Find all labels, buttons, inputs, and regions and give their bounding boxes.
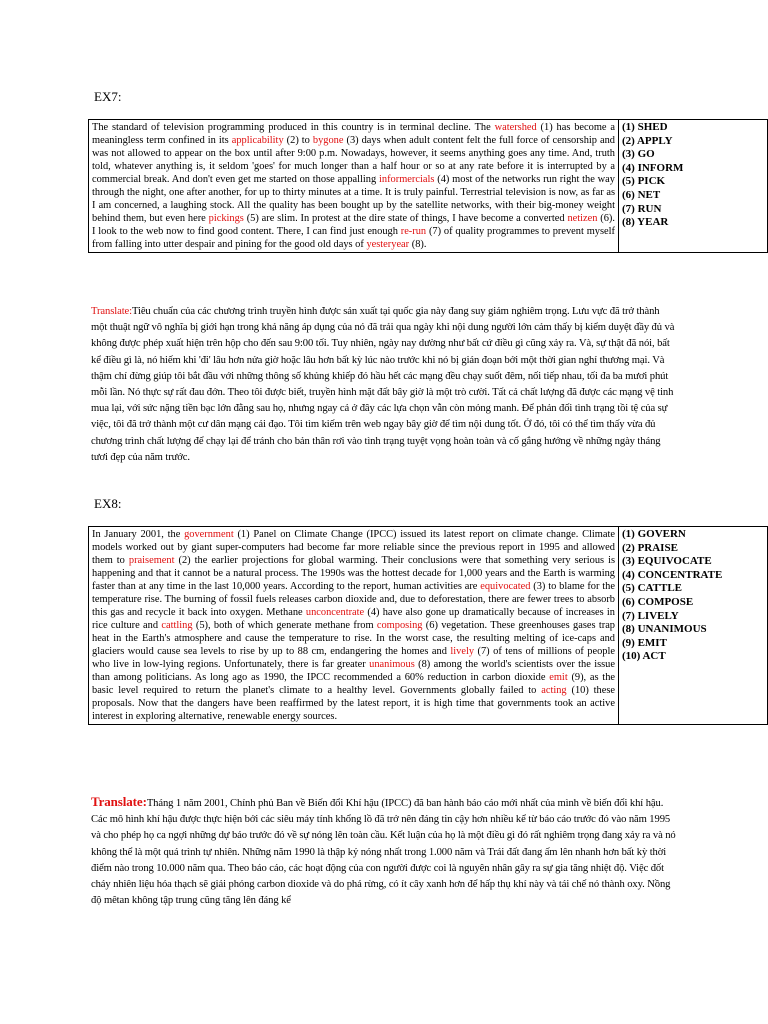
answer-key-item: (4) INFORM [622, 161, 684, 174]
passage-text: The standard of television programming produced in this country is in terminal decline. The [92, 122, 495, 133]
answer-word: re-run [400, 226, 427, 237]
ex8-translate-text: Tháng 1 năm 2001, Chính phủ Ban về Biến đổi Khí hậu (IPCC) đã ban hành báo cáo mới nhất của mình về biến đổi khí hậu. Các mô hình khí hậu được thực hiện bởi các siêu máy tính khổng lồ đã trở nên đáng tin cậy hơn nhiều kể từ báo cáo trước đó vào năm 1995 và cho phép họ ca ngợi những dự báo trước đó về sự nóng lên toàn cầu. Kết luận của họ là một điều gì đó rất nghiêm trọng đang xảy ra và nó không thể là một quá trình tự nhiên. Những năm 1990 là thập kỷ nóng nhất trong 1.000 năm và Trái đất đang ấm lên nhanh hơn bất kỳ thời điểm nào trong 10.000 năm qua. Theo báo cáo, các hoạt động của con người được coi là nguyên nhân gây ra sự gia tăng nhiệt độ. Việc đốt cháy nhiên liệu hóa thạch sẽ giải phóng carbon dioxide và do phá rừng, có ít cây xanh hơn để hấp thụ khí này và tái chế nó thành oxy. Nồng độ mêtan không tập trung cũng tăng lên đáng kể [91, 798, 676, 907]
passage-text: (8) among the world's scientists over the issue than among politicians. As long ago as 1990, the IPCC recommended a 60% reduction in carbon dioxide [92, 659, 615, 683]
ex8-translation [91, 794, 677, 909]
ex8-answer-key [619, 527, 768, 725]
ex8-title: EX8: [94, 496, 122, 511]
passage-text: In January 2001, the [92, 529, 185, 540]
answer-word: yesteryear [366, 239, 410, 250]
answer-word: acting [541, 685, 567, 696]
answer-word: netizen [567, 213, 598, 224]
ex7-translate-text: Tiêu chuẩn của các chương trình truyền hình được sản xuất tại quốc gia này đang suy giảm nghiêm trọng. Lưu vực đã trở thành một thuật ngữ vô nghĩa bị giới hạn trong khả năng áp dụng của nó đã trải qua ngày khi nội dung người lớn cảm thấy bị kiểm duyệt đầy đủ và không được phép xuất hiện trên hộp cho đến sau 9:00 tối. Tuy nhiên, ngày nay dường như bất cứ điều gì cũng xảy ra. Và, sự thật đã nói, bất kể điều gì là, nó hiếm khi 'đi' lâu hơn nửa giờ hoặc lâu hơn bất kỳ lúc nào trước khi nó bị gián đoạn bởi một thời gian nghỉ thương mại. Và thậm chí đừng giúp tôi bắt đầu với những thông số khủng khiếp đó hầu hết các mạng đều chạy suốt đêm, nối tiếp nhau, tối đa ba mươi phút mỗi lần. Nó thực sự rất đau đớn. Theo tôi được biết, truyền hình mặt đất bây giờ là một trò cười. Tất cả chất lượng đã được các mạng vệ tinh mua lại, với sức nặng tiền bạc lớn đằng sau họ, nhưng ngay cả ở đây các lựa chọn vẫn còn mỏng manh. Để phản đối tình trạng tồi tệ của sự việc, tôi đã trở thành một cư dân mạng cải đạo. Tôi tìm kiếm trên web ngay bây giờ để tìm nội dung tốt. Ở đó, tôi có thể tìm thấy vừa đủ chương trình chất lượng để chạy lại để tránh cho bản thân rơi vào tình trạng tuyệt vọng hoàn toàn và cố gắng hướng về những ngày tháng tươi đẹp của năm trước. [91, 306, 675, 463]
answer-key-item: (5) CATTLE [622, 582, 682, 595]
answer-word: cattling [161, 620, 193, 631]
answer-key-item: (3) EQUIVOCATE [622, 555, 712, 568]
answer-key-item: (10) ACT [622, 650, 666, 663]
answer-key-item: (6) COMPOSE [622, 595, 694, 608]
answer-key-item: (8) YEAR [622, 216, 669, 229]
answer-key-item: (9) EMIT [622, 636, 667, 649]
passage-text: (4) have also gone up dramatically because of increases in rice culture and [92, 607, 615, 631]
passage-text: (5), both of which generate methane from [192, 620, 377, 631]
passage-text: (7) of tens of millions of people who live in low-lying regions. Unfortunately, there is far greater [92, 646, 615, 670]
passage-text: (8). [409, 239, 427, 250]
ex7-title: EX7: [94, 89, 122, 104]
passage-text: (2) to [283, 135, 313, 146]
answer-word: informercials [379, 174, 435, 185]
answer-word: government [184, 529, 234, 540]
ex8-translate-label: Translate: [91, 794, 147, 809]
answer-key-item: (4) CONCENTRATE [622, 568, 723, 581]
ex8-passage [89, 527, 619, 725]
passage-text: (6). I look to the web now to find good content. There, I can find just enough [92, 213, 615, 237]
answer-key-item: (3) GO [622, 148, 655, 161]
passage-text: (1) Panel on Climate Change (IPCC) issued its latest report on climate change. Climate models worked out by giant super-computers had become far more reliable since the previous report in 1995 and allowed them to [92, 529, 615, 566]
passage-text: (5) are slim. In protest at the dire state of things, I have become a converted [243, 213, 568, 224]
answer-word: watershed [494, 122, 537, 133]
ex7-translation [91, 304, 677, 466]
answer-key-item: (2) PRAISE [622, 541, 678, 554]
answer-key-item: (2) APPLY [622, 134, 673, 147]
answer-word: unanimous [369, 659, 415, 670]
answer-word: unconcentrate [305, 607, 365, 618]
ex7-translate-label: Translate: [91, 306, 132, 317]
answer-word: composing [376, 620, 423, 631]
answer-key-item: (6) NET [622, 188, 661, 201]
passage-text: (4) most of the networks run right the way through the night, one after another, for up to thirty minutes at a time. It is truly painful. Terrestrial television is now, as far as I am concerned, a laughing stock. All the quality has been bought up by the satellite networks, with their big-money weight behind them, but even here [92, 174, 615, 224]
answer-word: equivocated [480, 581, 531, 592]
answer-key-item: (1) SHED [622, 121, 668, 133]
answer-word: pickings [208, 213, 244, 224]
ex8-table [88, 526, 768, 725]
passage-text: (7) of quality programmes to prevent myself from falling into utter despair and pining for the good old days of [92, 226, 615, 250]
passage-text: (10) these proposals. Now that the dangers have been reaffirmed by the latest report, it is high time that governments took an active interest in exploring alternative, renewable energy sources. [92, 685, 616, 722]
answer-word: emit [549, 672, 568, 683]
answer-word: bygone [312, 135, 344, 146]
answer-word: praisement [128, 555, 175, 566]
answer-key-item: (7) RUN [622, 202, 662, 215]
ex7-table [88, 119, 768, 253]
passage-text: (9), as the basic level required to return the planet's climate to a healthy level. Governments globally failed to [92, 672, 615, 696]
passage-text: (2) the earlier projections for global warming. Their conclusions were that something very serious is happening and that it cannot be a natural process. The 1990s was the hottest decade for 1,000 years and the Earth is warming faster than at any time in the last 10,000 years. According to the report, human activities are [92, 555, 616, 592]
passage-text: (6) vegetation. These greenhouses gases trap heat in the Earth's atmosphere and cause the temperature to rise. In the worst case, the resulting melting of ice-caps and glaciers would cause sea levels to rise by up to 88 cm, endangering the homes and [92, 620, 615, 657]
answer-key-item: (8) UNANIMOUS [622, 623, 707, 636]
answer-word: lively [450, 646, 475, 657]
answer-key-item: (1) GOVERN [622, 528, 686, 540]
passage-text: (1) has become a meaningless term confined in its [92, 122, 615, 146]
passage-text: (3) days when adult content felt the full force of censorship and was not allowed to appear on the box until after 9:00 p.m. Nowadays, however, it seems anything goes any time. And, truth told, whatever anything is, it seldom 'goes' for much longer than a half hour or so at any rate before it is interrupted by a commercial break. And don't even get me started on those appalling [92, 135, 616, 185]
answer-key-item: (7) LIVELY [622, 609, 679, 622]
answer-word: applicability [231, 135, 284, 146]
ex7-passage [89, 120, 619, 253]
ex7-answer-key [619, 120, 768, 253]
answer-key-item: (5) PICK [622, 175, 666, 188]
passage-text: (3) to blame for the temperature rise. The burning of fossil fuels releases carbon dioxide and, due to deforestation, there are fewer trees to absorb this gas and recycle it back into oxygen. Methane [92, 581, 615, 618]
